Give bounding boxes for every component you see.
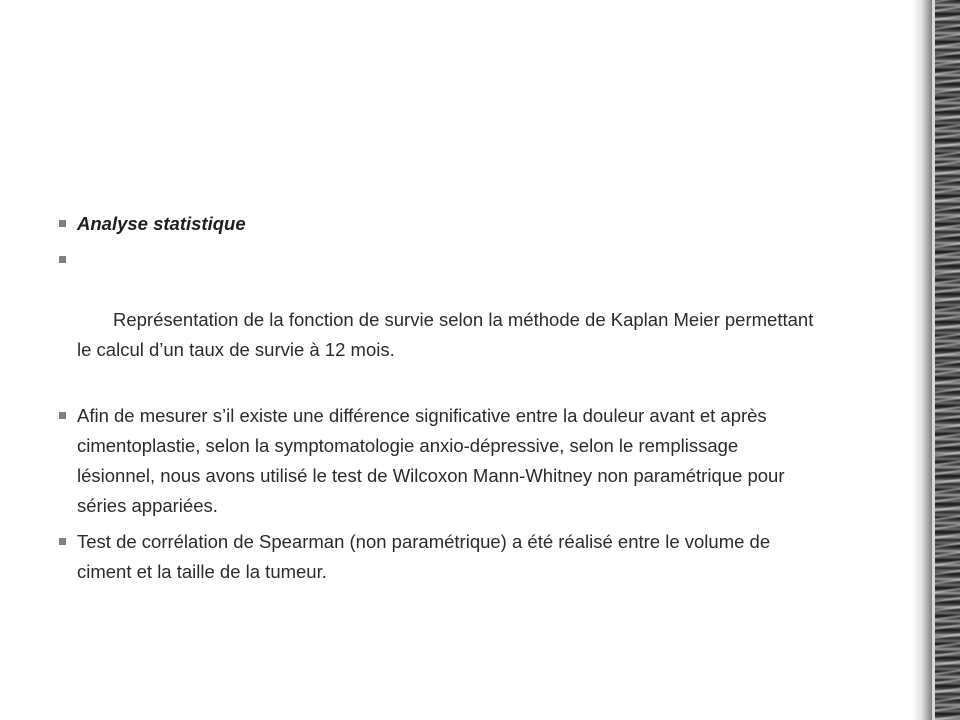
- bullet-text: Afin de mesurer s’il existe une différence significative entre la douleur avant et après cimentoplastie, selon la symptomatologie anxio-dépressive, selon le remplissage lésionnel, nous avons utilisé le test de Wilcoxon Mann-Whitney non paramétrique pour séries appariées.: [77, 405, 785, 516]
- list-item: [58, 401, 818, 521]
- bullet-text: Test de corrélation de Spearman (non paramétrique) a été réalisé entre le volume de ciment et la taille de la tumeur.: [77, 531, 771, 582]
- bullet-list: [58, 209, 818, 593]
- list-item: [58, 527, 818, 587]
- border-highlight: [932, 0, 935, 720]
- edge-shadow: [912, 0, 934, 720]
- square-bullet-icon: [59, 256, 66, 263]
- square-bullet-icon: [59, 412, 66, 419]
- decorative-border: [932, 0, 960, 720]
- list-item: [58, 245, 818, 395]
- bullet-text: Représentation de la fonction de survie selon la méthode de Kaplan Meier permettant le calcul d’un taux de survie à 12 mois.: [77, 309, 819, 360]
- list-item: [58, 209, 818, 239]
- square-bullet-icon: [59, 220, 66, 227]
- square-bullet-icon: [59, 538, 66, 545]
- section-heading: Analyse statistique: [77, 213, 246, 234]
